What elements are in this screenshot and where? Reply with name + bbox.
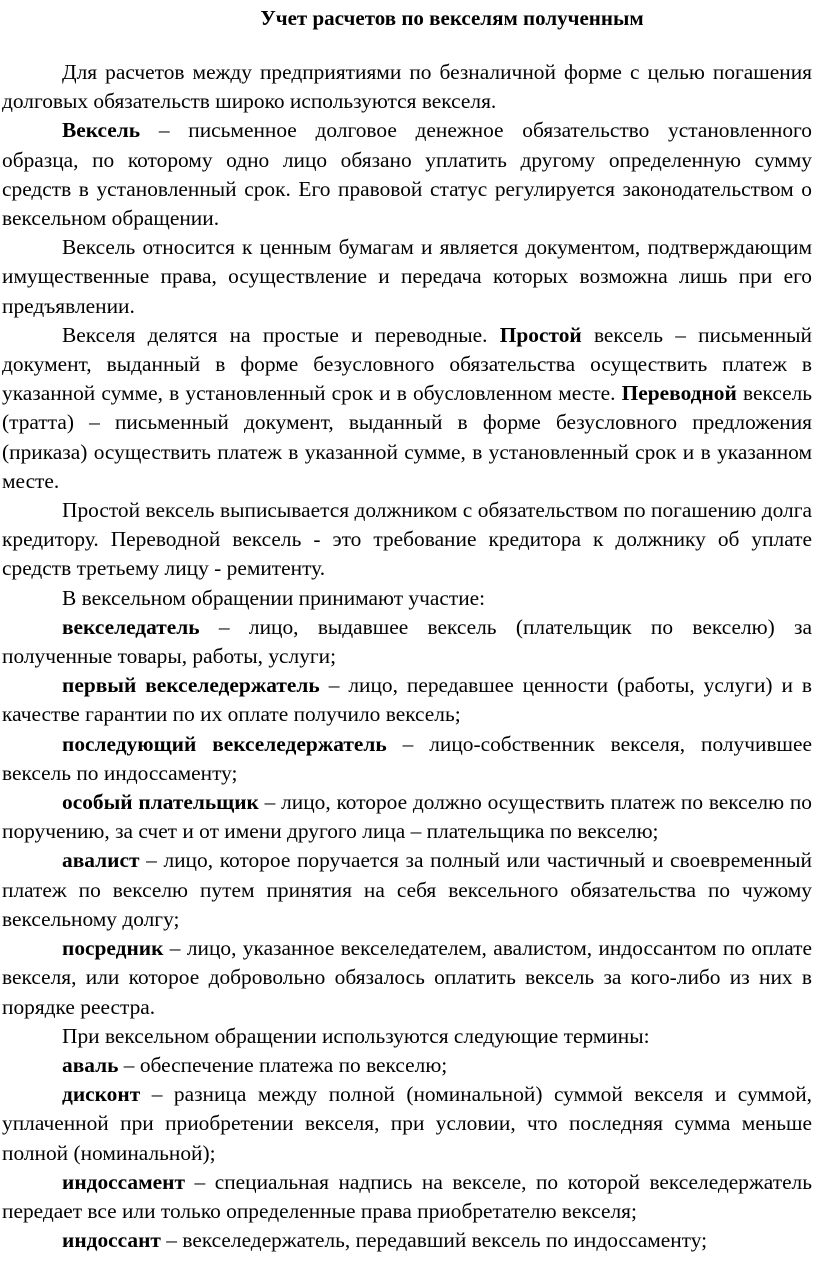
- participant-text: – лицо, указанное векселедателем, авалистом, индоссантом по оплате векселя, или которое добровольно обязалось оплатить вексель за кого-либо из них в порядке реестра.: [2, 936, 812, 1019]
- participant-term: векселедатель: [62, 614, 200, 639]
- paragraph-types: [2, 321, 812, 496]
- participant-term: посредник: [62, 936, 164, 961]
- participant-term: первый векселедержатель: [62, 673, 320, 698]
- page-title: Учет расчетов по векселям полученным: [260, 6, 644, 30]
- participant-item: [2, 846, 812, 934]
- participant-item: [2, 671, 812, 729]
- glossary-text: – специальная надпись на векселе, по которой векселедержатель передает все или только определенные права приобретателю векселя;: [2, 1169, 812, 1223]
- definition-text: – письменное долговое денежное обязательство установленного образца, по которому одно лицо обязано уплатить другому определенную сумму средств в установленный срок. Его правовой статус регулируется законодательством о вексельном обращении.: [2, 118, 812, 231]
- perevodnoy-text: вексель (тратта) – письменный документ, выданный в форме безусловного предложения (приказа) осуществить платеж в указанной сумме, в установленный срок и в указанном месте.: [2, 381, 813, 493]
- term-perevodnoy: Переводной: [621, 381, 737, 406]
- paragraph-participants-heading: В вексельном обращении принимают участие:: [62, 585, 486, 610]
- term-item: [2, 1226, 812, 1255]
- paragraph-terms-heading: При вексельном обращении используются следующие термины:: [62, 1023, 650, 1048]
- participant-term: особый плательщик: [62, 790, 259, 815]
- glossary-text: – обеспечение платежа по векселю;: [118, 1052, 448, 1077]
- paragraph-securities: Вексель относится к ценным бумагам и является документом, подтверждающим имущественные права, осуществление и передача которых возможна лишь при его предъявлении.: [2, 235, 812, 318]
- glossary-term: индоссант: [62, 1228, 161, 1253]
- term-item: [2, 1051, 812, 1080]
- glossary-text: – векселедержатель, передавший вексель по индоссаменту;: [160, 1228, 708, 1253]
- term-item: [2, 1168, 812, 1226]
- participant-term: авалист: [62, 848, 140, 873]
- types-intro: Векселя делятся на простые и переводные.: [62, 322, 500, 347]
- glossary-term: аваль: [62, 1052, 119, 1077]
- paragraph-definition: [2, 116, 812, 233]
- participant-text: – лицо, которое поручается за полный или частичный и своевременный платеж по векселю путем принятия на себя вексельного обязательства по чужому вексельному долгу;: [2, 848, 812, 931]
- participant-item: [2, 788, 812, 846]
- term-veksel: Вексель: [62, 118, 141, 143]
- participant-text: – лицо, которое должно осуществить платеж по векселю по поручению, за счет и от имени другого лица – плательщика по векселю;: [2, 790, 812, 844]
- participant-term: последующий векселедержатель: [62, 731, 387, 756]
- document-body: [2, 58, 812, 1255]
- paragraph-issuance: Простой вексель выписывается должником с обязательством по погашению долга кредитору. Переводной вексель - это требование кредитора к должнику об уплате средств третьему лицу - ремитенту.: [2, 498, 812, 581]
- prostoy-text: вексель – письменный документ, выданный в форме безусловного обязательства осуществить платеж в указанной сумме, в установленный срок и в обусловленном месте.: [2, 322, 812, 406]
- glossary-term: дисконт: [62, 1082, 141, 1107]
- glossary-text: – разница между полной (номинальной) суммой векселя и суммой, уплаченной при приобретении векселя, при условии, что последняя сумма меньше полной (номинальной);: [2, 1082, 812, 1165]
- participant-item: [2, 934, 812, 1022]
- term-prostoy: Простой: [499, 322, 582, 347]
- participant-text: – лицо, передавшее ценности (работы, услуги) и в качестве гарантии по их оплате получило вексель;: [2, 673, 812, 727]
- paragraph-intro: Для расчетов между предприятиями по безналичной форме с целью погашения долговых обязательств широко используются векселя.: [2, 60, 812, 114]
- participant-item: [2, 730, 812, 788]
- glossary-term: индоссамент: [62, 1169, 186, 1194]
- term-item: [2, 1080, 812, 1168]
- participant-text: – лицо-собственник векселя, получившее вексель по индоссаменту;: [2, 731, 813, 785]
- participant-text: – лицо, выдавшее вексель (плательщик по векселю) за полученные товары, работы, услуги;: [2, 614, 812, 669]
- participant-item: [2, 613, 812, 671]
